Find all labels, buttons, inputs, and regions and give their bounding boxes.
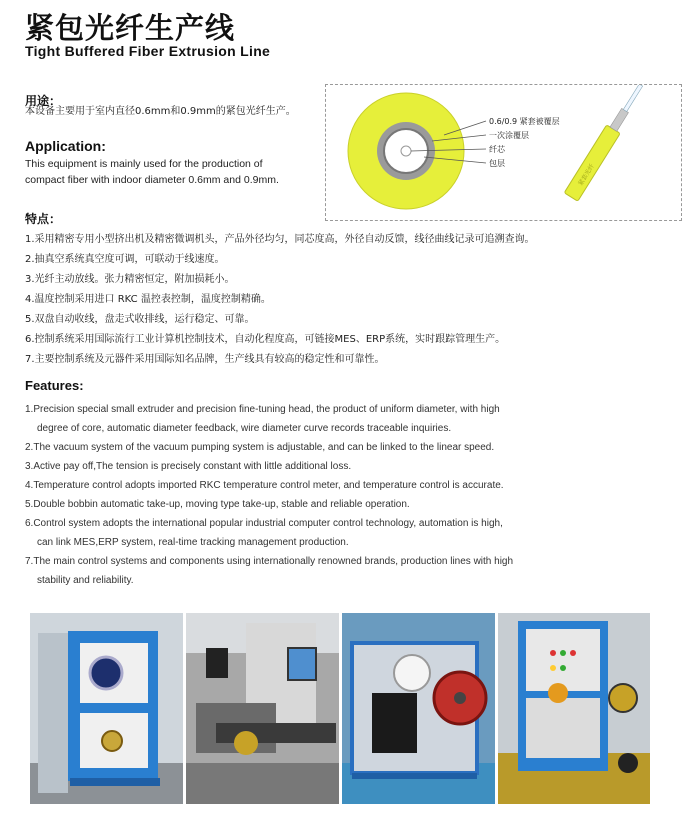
label-primary-coating: 一次涂覆层	[489, 131, 529, 140]
machine-photo-2	[186, 613, 339, 804]
features-cn-item: 5.双盘自动收线，盘走式收排线，运行稳定、可靠。	[25, 314, 255, 325]
machine-photo-3	[342, 613, 495, 804]
features-en-item-1-line-2: degree of core, automatic diameter feedback, wire diameter curve records traceable inquiries.	[37, 423, 452, 434]
features-en-item-1-line-1: 1.Precision special small extruder and precision fine-tuning head, the product of uniform diameter, with high	[25, 404, 500, 415]
label-core: 纤芯	[489, 145, 505, 154]
features-en-item-6-line-1: 6.Control system adopts the international popular industrial computer control technology, automation is high,	[25, 518, 503, 529]
features-en-item-5: 5.Double bobbin automatic take-up, moving type take-up, stable and reliable operation.	[25, 499, 410, 510]
application-line-1: This equipment is mainly used for the production of	[25, 158, 263, 170]
fiber-diagram-svg	[326, 85, 681, 220]
fiber-cross-section-diagram	[325, 84, 682, 221]
label-cladding: 包层	[489, 159, 505, 168]
usage-heading: 用途：	[25, 94, 62, 108]
page-title-en: Tight Buffered Fiber Extrusion Line	[25, 43, 271, 59]
page-title-cn: 紧包光纤生产线	[25, 11, 236, 45]
fiber-core	[401, 146, 411, 156]
features-en-item-6-line-2: can link MES,ERP system, real-time tracking management production.	[37, 537, 349, 548]
features-cn-item: 4.温度控制采用进口 RKC 温控表控制，温度控制精确。	[25, 294, 271, 305]
label-tight-buffer: 0.6/0.9 紧套被覆层	[489, 117, 560, 126]
features-cn-item: 3.光纤主动放线。张力精密恒定，附加损耗小。	[25, 274, 235, 285]
features-en-item-2: 2.The vacuum system of the vacuum pumping system is adjustable, and can be linked to the linear speed.	[25, 442, 495, 453]
features-en-list	[25, 400, 585, 590]
features-cn-item: 6.控制系统采用国际流行工业计算机控制技术，自动化程度高，可链接MES、ERP系统，实时跟踪管理生产。	[25, 334, 506, 345]
fiber-print-text: 紧套光纤	[577, 162, 596, 187]
machine-photo-4	[498, 613, 650, 804]
tight-buffered-fiber-illustration	[564, 85, 648, 201]
features-cn-heading: 特点：	[25, 212, 62, 226]
features-cn-item: 2.抽真空系统真空度可调，可联动于线速度。	[25, 254, 225, 265]
machine-photo-strip	[30, 613, 650, 804]
features-en-heading: Features:	[25, 378, 84, 393]
features-en-item-4: 4.Temperature control adopts imported RKC temperature control meter, and temperature control is accurate.	[25, 480, 504, 491]
features-cn-item: 1.采用精密专用小型挤出机及精密微调机头，产品外径均匀，同芯度高，外径自动反馈，线径曲线记录可追溯查询。	[25, 234, 535, 245]
application-line-2: compact fiber with indoor diameter 0.6mm and 0.9mm.	[25, 174, 279, 186]
features-cn-item: 7.主要控制系统及元器件采用国际知名品牌，生产线具有较高的稳定性和可靠性。	[25, 354, 385, 365]
application-heading: Application:	[25, 138, 106, 154]
features-en-item-3: 3.Active pay off,The tension is precisely constant with little additional loss.	[25, 461, 352, 472]
machine-photo-1	[30, 613, 183, 804]
features-en-item-7-line-2: stability and reliability.	[37, 575, 134, 586]
features-en-item-7-line-1: 7.The main control systems and components using internationally renowned brands, production lines with high	[25, 556, 514, 567]
usage-text: 本设备主要用于室内直径0.6mm和0.9mm的紧包光纤生产。	[25, 106, 296, 117]
features-cn-list	[25, 230, 695, 370]
